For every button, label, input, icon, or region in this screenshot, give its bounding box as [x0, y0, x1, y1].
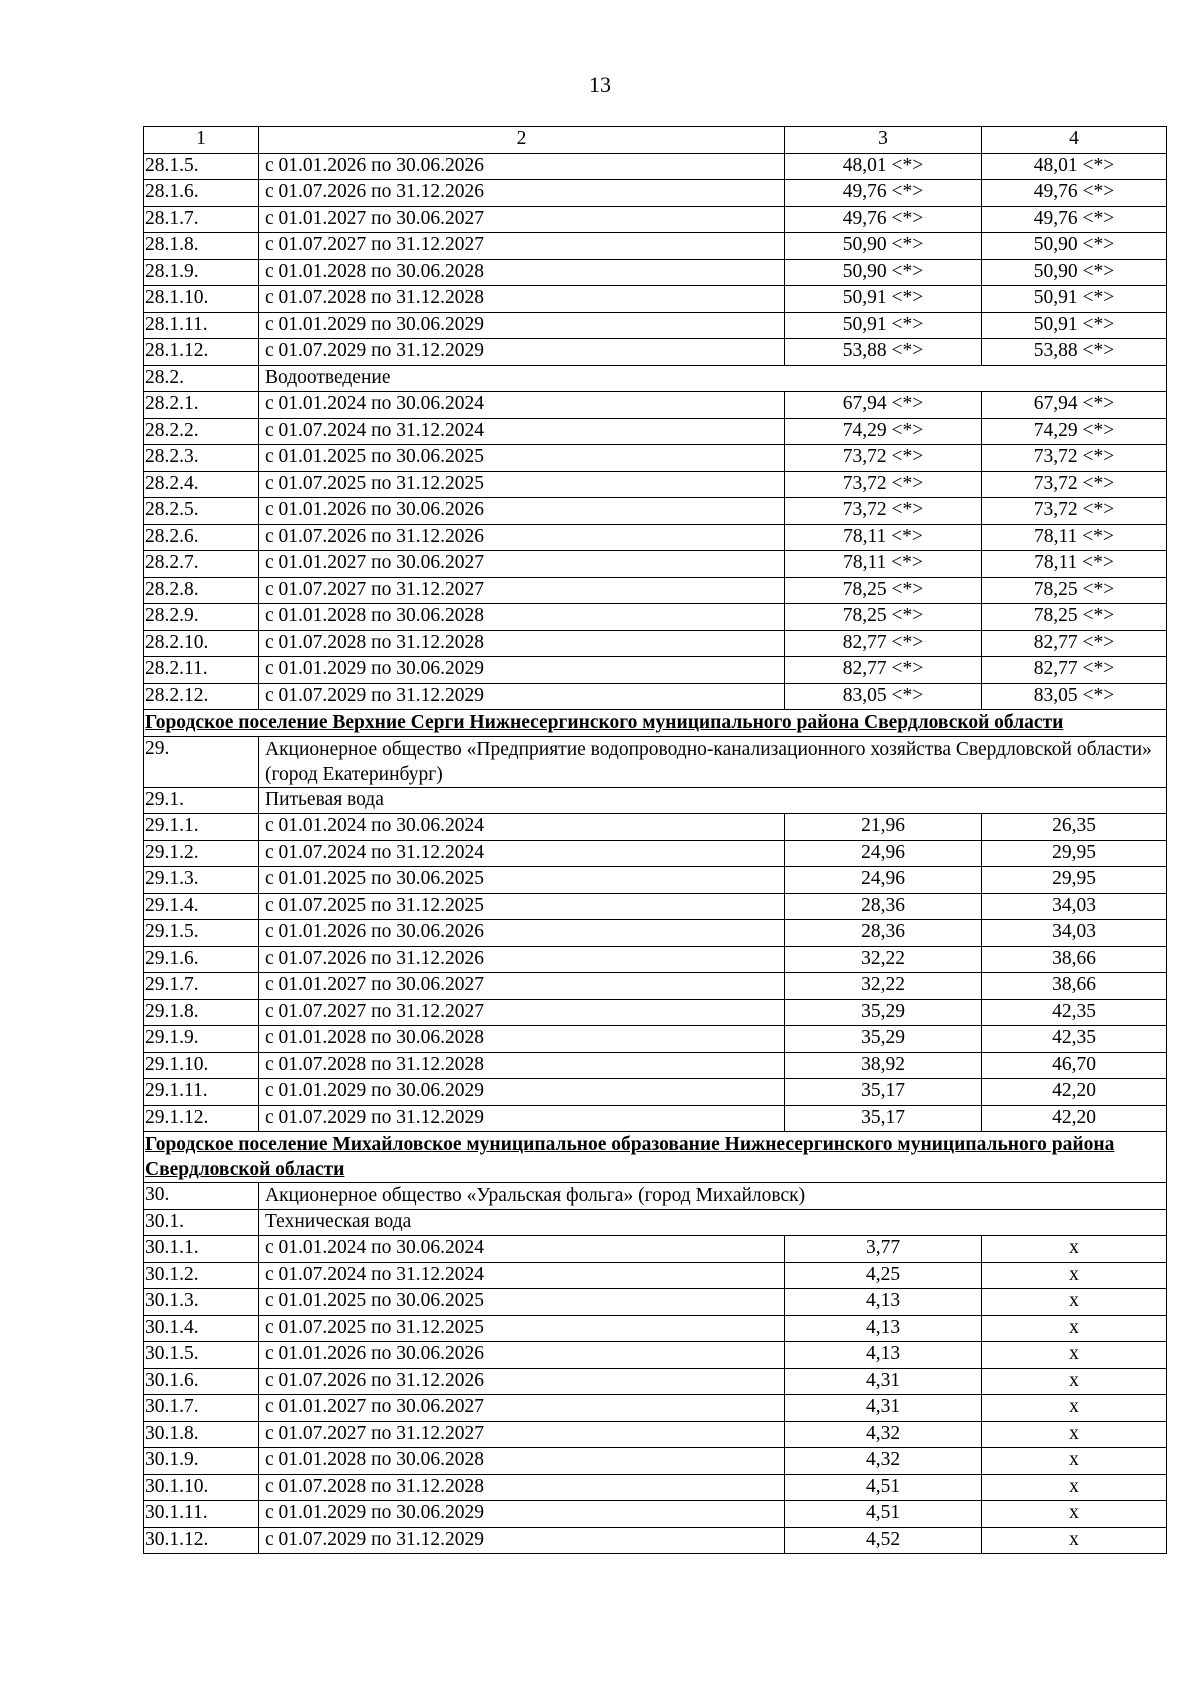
row-number: 28.2.6. — [144, 524, 259, 551]
tariff-value-cell: 78,25 <*> — [785, 577, 982, 604]
tariff-value-cell: 32,22 — [785, 946, 982, 973]
row-number: 28.1.7. — [144, 206, 259, 233]
row-number: 28.2.5. — [144, 498, 259, 525]
period-cell: с 01.01.2026 по 30.06.2026 — [259, 153, 785, 180]
tariff-value-cell: 49,76 <*> — [785, 180, 982, 207]
row-number: 28.1.5. — [144, 153, 259, 180]
tariff-value-cell: 32,22 — [785, 973, 982, 1000]
row-number: 30.1.9. — [144, 1448, 259, 1475]
section-heading-row — [144, 710, 1167, 737]
period-cell: с 01.01.2028 по 30.06.2028 — [259, 1026, 785, 1053]
period-cell: с 01.07.2025 по 31.12.2025 — [259, 1315, 785, 1342]
tariff-value-cell: 3,77 — [785, 1236, 982, 1263]
period-cell: с 01.01.2027 по 30.06.2027 — [259, 551, 785, 578]
tariff-value-cell: 24,96 — [785, 867, 982, 894]
tariff-value-cell: 4,51 — [785, 1501, 982, 1528]
table-row — [144, 418, 1167, 445]
organization-row — [144, 736, 1167, 787]
tariff-value-cell: 48,01 <*> — [785, 153, 982, 180]
row-number: 28.2.3. — [144, 445, 259, 472]
tariff-value-cell: 50,90 <*> — [785, 233, 982, 260]
service-name-cell: Техническая вода — [259, 1209, 1167, 1236]
table-row — [144, 893, 1167, 920]
period-cell: с 01.01.2027 по 30.06.2027 — [259, 973, 785, 1000]
row-number: 30.1.7. — [144, 1395, 259, 1422]
table-row — [144, 840, 1167, 867]
table-row — [144, 153, 1167, 180]
tariff-value-cell: 82,77 <*> — [785, 657, 982, 684]
tariff-value-cell: 28,36 — [785, 920, 982, 947]
row-number: 29.1.7. — [144, 973, 259, 1000]
row-number: 30.1.3. — [144, 1289, 259, 1316]
tariff-vat-value-cell: 78,11 <*> — [982, 551, 1167, 578]
tariff-value-cell: 50,91 <*> — [785, 312, 982, 339]
tariff-vat-value-cell: х — [982, 1289, 1167, 1316]
table-row — [144, 1395, 1167, 1422]
tariff-value-cell: 4,13 — [785, 1289, 982, 1316]
period-cell: с 01.01.2025 по 30.06.2025 — [259, 445, 785, 472]
row-number: 30.1.5. — [144, 1342, 259, 1369]
section-heading: Городское поселение Верхние Серги Нижнесергинского муниципального района Свердловской области — [144, 710, 1167, 737]
table-row — [144, 1236, 1167, 1263]
tariff-vat-value-cell: 34,03 — [982, 893, 1167, 920]
tariff-vat-value-cell: 42,35 — [982, 1026, 1167, 1053]
row-number: 28.1.11. — [144, 312, 259, 339]
row-number: 28.2.4. — [144, 471, 259, 498]
tariff-value-cell: 4,51 — [785, 1474, 982, 1501]
tariff-vat-value-cell: 42,20 — [982, 1105, 1167, 1132]
tariff-vat-value-cell: х — [982, 1474, 1167, 1501]
row-number: 29.1.8. — [144, 999, 259, 1026]
table-row — [144, 233, 1167, 260]
tariff-vat-value-cell: х — [982, 1368, 1167, 1395]
tariff-value-cell: 67,94 <*> — [785, 392, 982, 419]
period-cell: с 01.01.2024 по 30.06.2024 — [259, 392, 785, 419]
row-number: 30. — [144, 1183, 259, 1210]
table-header-row — [144, 127, 1167, 154]
tariff-vat-value-cell: 74,29 <*> — [982, 418, 1167, 445]
tariff-value-cell: 35,29 — [785, 999, 982, 1026]
row-number: 30.1.4. — [144, 1315, 259, 1342]
period-cell: с 01.07.2025 по 31.12.2025 — [259, 893, 785, 920]
table-row — [144, 1105, 1167, 1132]
organization-name-cell: Акционерное общество «Предприятие водопроводно-канализационного хозяйства Свердловской области» (город Екатеринбург) — [259, 736, 1167, 787]
period-cell: с 01.01.2025 по 30.06.2025 — [259, 867, 785, 894]
tariff-vat-value-cell: 50,90 <*> — [982, 233, 1167, 260]
tariff-vat-value-cell: 29,95 — [982, 840, 1167, 867]
tariff-vat-value-cell: х — [982, 1527, 1167, 1554]
period-cell: с 01.07.2027 по 31.12.2027 — [259, 233, 785, 260]
tariff-value-cell: 78,11 <*> — [785, 524, 982, 551]
row-number: 30.1. — [144, 1209, 259, 1236]
row-number: 29.1.2. — [144, 840, 259, 867]
tariff-value-cell: 38,92 — [785, 1052, 982, 1079]
row-number: 28.2. — [144, 365, 259, 392]
table-row — [144, 312, 1167, 339]
table-row — [144, 604, 1167, 631]
tariff-value-cell: 73,72 <*> — [785, 445, 982, 472]
tariff-value-cell: 73,72 <*> — [785, 471, 982, 498]
row-number: 28.2.10. — [144, 630, 259, 657]
period-cell: с 01.01.2024 по 30.06.2024 — [259, 1236, 785, 1263]
table-row — [144, 867, 1167, 894]
table-row — [144, 180, 1167, 207]
row-number: 30.1.11. — [144, 1501, 259, 1528]
table-row — [144, 1315, 1167, 1342]
table-row — [144, 999, 1167, 1026]
period-cell: с 01.01.2028 по 30.06.2028 — [259, 1448, 785, 1475]
period-cell: с 01.07.2029 по 31.12.2029 — [259, 683, 785, 710]
tariff-value-cell: 35,17 — [785, 1105, 982, 1132]
section-heading: Городское поселение Михайловское муниципальное образование Нижнесергинского муниципального района Свердловской области — [144, 1132, 1167, 1183]
period-cell: с 01.07.2028 по 31.12.2028 — [259, 1474, 785, 1501]
row-number: 28.2.9. — [144, 604, 259, 631]
tariff-table — [143, 126, 1167, 1554]
tariff-vat-value-cell: х — [982, 1501, 1167, 1528]
tariff-value-cell: 78,11 <*> — [785, 551, 982, 578]
period-cell: с 01.01.2026 по 30.06.2026 — [259, 498, 785, 525]
tariff-value-cell: 49,76 <*> — [785, 206, 982, 233]
tariff-vat-value-cell: 50,90 <*> — [982, 259, 1167, 286]
period-cell: с 01.07.2024 по 31.12.2024 — [259, 840, 785, 867]
tariff-value-cell: 4,32 — [785, 1448, 982, 1475]
row-number: 28.1.8. — [144, 233, 259, 260]
service-name-cell: Водоотведение — [259, 365, 1167, 392]
period-cell: с 01.07.2024 по 31.12.2024 — [259, 418, 785, 445]
period-cell: с 01.07.2028 по 31.12.2028 — [259, 630, 785, 657]
tariff-vat-value-cell: 83,05 <*> — [982, 683, 1167, 710]
row-number: 28.2.7. — [144, 551, 259, 578]
period-cell: с 01.01.2026 по 30.06.2026 — [259, 920, 785, 947]
period-cell: с 01.07.2025 по 31.12.2025 — [259, 471, 785, 498]
row-number: 30.1.2. — [144, 1262, 259, 1289]
tariff-vat-value-cell: х — [982, 1315, 1167, 1342]
tariff-vat-value-cell: 50,91 <*> — [982, 286, 1167, 313]
service-group-row — [144, 1209, 1167, 1236]
table-row — [144, 920, 1167, 947]
row-number: 30.1.1. — [144, 1236, 259, 1263]
period-cell: с 01.01.2027 по 30.06.2027 — [259, 1395, 785, 1422]
tariff-value-cell: 73,72 <*> — [785, 498, 982, 525]
service-name-cell: Питьевая вода — [259, 787, 1167, 814]
table-row — [144, 259, 1167, 286]
table-row — [144, 657, 1167, 684]
table-row — [144, 471, 1167, 498]
tariff-value-cell: 78,25 <*> — [785, 604, 982, 631]
period-cell: с 01.01.2029 по 30.06.2029 — [259, 1079, 785, 1106]
tariff-vat-value-cell: 38,66 — [982, 973, 1167, 1000]
table-row — [144, 577, 1167, 604]
section-heading-row — [144, 1132, 1167, 1183]
table-row — [144, 683, 1167, 710]
table-row — [144, 1474, 1167, 1501]
tariff-value-cell: 4,13 — [785, 1315, 982, 1342]
table-row — [144, 814, 1167, 841]
period-cell: с 01.07.2024 по 31.12.2024 — [259, 1262, 785, 1289]
tariff-value-cell: 28,36 — [785, 893, 982, 920]
row-number: 29.1.3. — [144, 867, 259, 894]
period-cell: с 01.07.2026 по 31.12.2026 — [259, 946, 785, 973]
table-row — [144, 392, 1167, 419]
header-cell-2: 2 — [259, 127, 785, 154]
tariff-value-cell: 4,32 — [785, 1421, 982, 1448]
tariff-vat-value-cell: х — [982, 1342, 1167, 1369]
period-cell: с 01.01.2029 по 30.06.2029 — [259, 657, 785, 684]
tariff-value-cell: 4,13 — [785, 1342, 982, 1369]
tariff-vat-value-cell: х — [982, 1421, 1167, 1448]
table-row — [144, 1501, 1167, 1528]
tariff-vat-value-cell: 42,35 — [982, 999, 1167, 1026]
period-cell: с 01.01.2024 по 30.06.2024 — [259, 814, 785, 841]
row-number: 29. — [144, 736, 259, 787]
tariff-vat-value-cell: 78,25 <*> — [982, 577, 1167, 604]
tariff-value-cell: 53,88 <*> — [785, 339, 982, 366]
period-cell: с 01.07.2029 по 31.12.2029 — [259, 1105, 785, 1132]
tariff-vat-value-cell: 73,72 <*> — [982, 471, 1167, 498]
period-cell: с 01.01.2029 по 30.06.2029 — [259, 312, 785, 339]
tariff-value-cell: 82,77 <*> — [785, 630, 982, 657]
tariff-value-cell: 4,25 — [785, 1262, 982, 1289]
row-number: 28.1.6. — [144, 180, 259, 207]
tariff-vat-value-cell: х — [982, 1262, 1167, 1289]
table-row — [144, 206, 1167, 233]
row-number: 29.1.12. — [144, 1105, 259, 1132]
row-number: 29.1.4. — [144, 893, 259, 920]
table-row — [144, 1527, 1167, 1554]
tariff-value-cell: 4,31 — [785, 1395, 982, 1422]
period-cell: с 01.07.2029 по 31.12.2029 — [259, 1527, 785, 1554]
row-number: 28.2.8. — [144, 577, 259, 604]
tariff-value-cell: 21,96 — [785, 814, 982, 841]
table-row — [144, 1262, 1167, 1289]
period-cell: с 01.07.2027 по 31.12.2027 — [259, 999, 785, 1026]
table-row — [144, 551, 1167, 578]
table-row — [144, 1079, 1167, 1106]
table-row — [144, 339, 1167, 366]
organization-name-cell: Акционерное общество «Уральская фольга» (город Михайловск) — [259, 1183, 1167, 1210]
tariff-vat-value-cell: 29,95 — [982, 867, 1167, 894]
row-number: 28.2.12. — [144, 683, 259, 710]
tariff-vat-value-cell: 73,72 <*> — [982, 445, 1167, 472]
row-number: 29.1.1. — [144, 814, 259, 841]
header-cell-1: 1 — [144, 127, 259, 154]
period-cell: с 01.07.2028 по 31.12.2028 — [259, 1052, 785, 1079]
period-cell: с 01.07.2026 по 31.12.2026 — [259, 180, 785, 207]
service-group-row — [144, 365, 1167, 392]
tariff-vat-value-cell: 48,01 <*> — [982, 153, 1167, 180]
row-number: 29.1. — [144, 787, 259, 814]
tariff-value-cell: 35,29 — [785, 1026, 982, 1053]
tariff-vat-value-cell: 82,77 <*> — [982, 657, 1167, 684]
tariff-value-cell: 24,96 — [785, 840, 982, 867]
row-number: 29.1.6. — [144, 946, 259, 973]
tariff-vat-value-cell: 38,66 — [982, 946, 1167, 973]
tariff-value-cell: 50,91 <*> — [785, 286, 982, 313]
period-cell: с 01.01.2028 по 30.06.2028 — [259, 604, 785, 631]
table-row — [144, 1448, 1167, 1475]
row-number: 30.1.6. — [144, 1368, 259, 1395]
tariff-value-cell: 74,29 <*> — [785, 418, 982, 445]
row-number: 29.1.11. — [144, 1079, 259, 1106]
tariff-vat-value-cell: 49,76 <*> — [982, 206, 1167, 233]
tariff-vat-value-cell: 78,11 <*> — [982, 524, 1167, 551]
row-number: 29.1.5. — [144, 920, 259, 947]
tariff-table-body — [144, 127, 1167, 1554]
period-cell: с 01.01.2027 по 30.06.2027 — [259, 206, 785, 233]
page-number: 13 — [589, 72, 611, 97]
tariff-vat-value-cell: 34,03 — [982, 920, 1167, 947]
period-cell: с 01.01.2026 по 30.06.2026 — [259, 1342, 785, 1369]
tariff-vat-value-cell: 26,35 — [982, 814, 1167, 841]
tariff-vat-value-cell: 78,25 <*> — [982, 604, 1167, 631]
row-number: 28.2.11. — [144, 657, 259, 684]
table-row — [144, 286, 1167, 313]
tariff-vat-value-cell: 82,77 <*> — [982, 630, 1167, 657]
row-number: 30.1.12. — [144, 1527, 259, 1554]
row-number: 28.1.10. — [144, 286, 259, 313]
row-number: 28.1.9. — [144, 259, 259, 286]
tariff-vat-value-cell: 53,88 <*> — [982, 339, 1167, 366]
period-cell: с 01.07.2026 по 31.12.2026 — [259, 1368, 785, 1395]
row-number: 30.1.8. — [144, 1421, 259, 1448]
tariff-value-cell: 83,05 <*> — [785, 683, 982, 710]
row-number: 28.2.1. — [144, 392, 259, 419]
tariff-value-cell: 50,90 <*> — [785, 259, 982, 286]
table-row — [144, 1026, 1167, 1053]
period-cell: с 01.01.2028 по 30.06.2028 — [259, 259, 785, 286]
table-row — [144, 1052, 1167, 1079]
table-row — [144, 1289, 1167, 1316]
row-number: 28.1.12. — [144, 339, 259, 366]
period-cell: с 01.07.2027 по 31.12.2027 — [259, 577, 785, 604]
row-number: 29.1.9. — [144, 1026, 259, 1053]
tariff-value-cell: 35,17 — [785, 1079, 982, 1106]
table-row — [144, 630, 1167, 657]
table-row — [144, 524, 1167, 551]
period-cell: с 01.07.2029 по 31.12.2029 — [259, 339, 785, 366]
table-row — [144, 1368, 1167, 1395]
table-row — [144, 445, 1167, 472]
row-number: 29.1.10. — [144, 1052, 259, 1079]
tariff-value-cell: 4,52 — [785, 1527, 982, 1554]
header-cell-3: 3 — [785, 127, 982, 154]
row-number: 28.2.2. — [144, 418, 259, 445]
table-row — [144, 1421, 1167, 1448]
tariff-vat-value-cell: 49,76 <*> — [982, 180, 1167, 207]
tariff-vat-value-cell: х — [982, 1395, 1167, 1422]
table-row — [144, 1342, 1167, 1369]
tariff-vat-value-cell: х — [982, 1236, 1167, 1263]
tariff-vat-value-cell: 73,72 <*> — [982, 498, 1167, 525]
tariff-vat-value-cell: х — [982, 1448, 1167, 1475]
header-cell-4: 4 — [982, 127, 1167, 154]
service-group-row — [144, 787, 1167, 814]
tariff-vat-value-cell: 46,70 — [982, 1052, 1167, 1079]
period-cell: с 01.07.2028 по 31.12.2028 — [259, 286, 785, 313]
tariff-vat-value-cell: 42,20 — [982, 1079, 1167, 1106]
tariff-vat-value-cell: 50,91 <*> — [982, 312, 1167, 339]
tariff-vat-value-cell: 67,94 <*> — [982, 392, 1167, 419]
table-row — [144, 946, 1167, 973]
tariff-value-cell: 4,31 — [785, 1368, 982, 1395]
table-row — [144, 498, 1167, 525]
period-cell: с 01.01.2025 по 30.06.2025 — [259, 1289, 785, 1316]
period-cell: с 01.01.2029 по 30.06.2029 — [259, 1501, 785, 1528]
table-row — [144, 973, 1167, 1000]
period-cell: с 01.07.2026 по 31.12.2026 — [259, 524, 785, 551]
period-cell: с 01.07.2027 по 31.12.2027 — [259, 1421, 785, 1448]
organization-row — [144, 1183, 1167, 1210]
row-number: 30.1.10. — [144, 1474, 259, 1501]
